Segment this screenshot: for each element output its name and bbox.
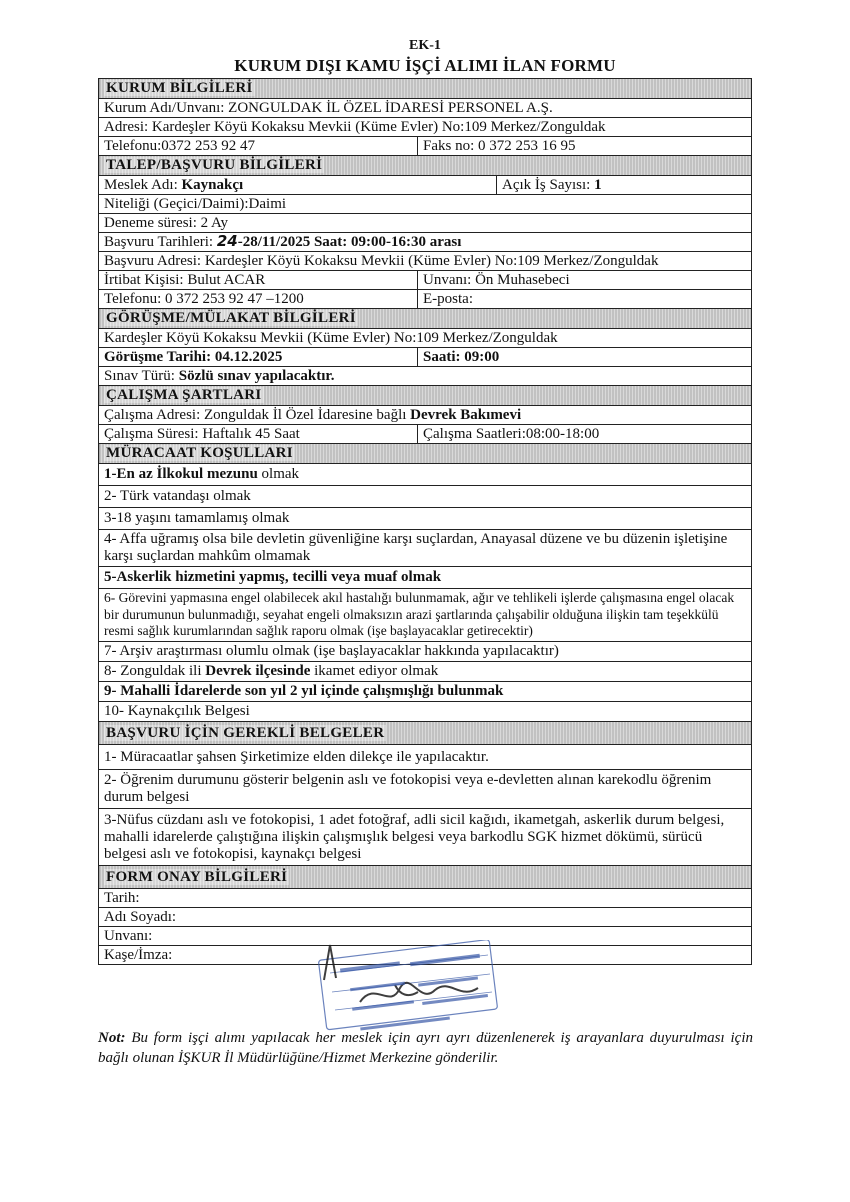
belge-3: 3-Nüfus cüzdanı aslı ve fotokopisi, 1 adet fotoğraf, adli sicil kağıdı, ikametgah, askerlik durum belgesi, mahalli idarelerde çalıştığına ilişkin çalışmışlık belgesi veya barkodlu SGK hizmet dökümü, sürücü belgesi aslı ve fotokopisi, kaynakçı belgesi bbox=[99, 809, 752, 866]
announcement-form-table bbox=[98, 78, 752, 965]
kurum-fax: Faks no: 0 372 253 16 95 bbox=[418, 137, 752, 156]
onay-tarih: Tarih: bbox=[99, 889, 752, 908]
acik-is-field: Açık İş Sayısı: 1 bbox=[497, 176, 752, 195]
section-muracaat bbox=[99, 444, 752, 464]
kurum-address: Adresi: Kardeşler Köyü Kokaksu Mevkii (Küme Evler) No:109 Merkez/Zonguldak bbox=[99, 118, 752, 137]
onay-unvan: Unvanı: bbox=[99, 927, 752, 946]
kosul-2: 2- Türk vatandaşı olmak bbox=[99, 486, 752, 508]
unvan-field: Unvanı: Ön Muhasebeci bbox=[418, 271, 752, 290]
basvuru-tarih-value: -28/11/2025 Saat: 09:00-16:30 arası bbox=[237, 234, 462, 250]
handwritten-day: 24 bbox=[216, 232, 238, 250]
kosul-3: 3-18 yaşını tamamlamış olmak bbox=[99, 508, 752, 530]
kurum-phone: Telefonu:0372 253 92 47 bbox=[99, 137, 418, 156]
meslek-field: Meslek Adı: Kaynakçı bbox=[99, 176, 497, 195]
gorusme-tarih: Görüşme Tarihi: 04.12.2025 bbox=[99, 348, 418, 367]
section-title: FORM ONAY BİLGİLERİ bbox=[106, 868, 288, 885]
section-kurum bbox=[99, 79, 752, 99]
section-belgeler bbox=[99, 722, 752, 745]
acik-is-value: 1 bbox=[594, 176, 602, 193]
basvuru-adres-field: Başvuru Adresi: Kardeşler Köyü Kokaksu Mevkii (Küme Evler) No:109 Merkez/Zonguldak bbox=[99, 252, 752, 271]
annex-label: EK-1 bbox=[409, 38, 441, 53]
note-label: Not: bbox=[98, 1030, 126, 1046]
gorusme-adres: Kardeşler Köyü Kokaksu Mevkii (Küme Evler) No:109 Merkez/Zonguldak bbox=[99, 329, 752, 348]
note-text: Bu form işçi alımı yapılacak her meslek için ayrı ayrı düzenlenerek iş arayanlara duyurulması için bağlı olunan İŞKUR İl Müdürlüğüne/Hizmet Merkezine gönderilir. bbox=[98, 1030, 753, 1066]
section-talep bbox=[99, 156, 752, 176]
gorusme-saat: Saati: 09:00 bbox=[418, 348, 752, 367]
belge-2: 2- Öğrenim durumunu gösterir belgenin aslı ve fotokopisi veya e-devletten alınan karekodlu öğrenim durum belgesi bbox=[99, 770, 752, 809]
nitelik-field: Niteliği (Geçici/Daimi):Daimi bbox=[99, 195, 752, 214]
kosul-7: 7- Arşiv araştırması olumlu olmak (işe başlayacaklar hakkında yapılacaktır) bbox=[99, 642, 752, 662]
section-onay bbox=[99, 866, 752, 889]
section-title: GÖRÜŞME/MÜLAKAT BİLGİLERİ bbox=[106, 310, 356, 326]
basvuru-tarih-field: Başvuru Tarihleri: 24-28/11/2025 Saat: 09:00-16:30 arası bbox=[99, 233, 752, 252]
section-title: MÜRACAAT KOŞULLARI bbox=[106, 445, 293, 461]
kosul-6: 6- Görevini yapmasına engel olabilecek akıl hastalığı bulunmamak, ağır ve tehlikeli işlerde çalışmasına engel olacak bir durumunun bulunmadığı, seyahat engeli olmaksızın arazi şartlarında çalışabilir olduğuna ilişkin tam teşekkülü resmi sağlık kurumlarından sağlık raporu olmak (işe başlayacaklar getirecektir) bbox=[99, 589, 752, 642]
form-title: KURUM DIŞI KAMU İŞÇİ ALIMI İLAN FORMU bbox=[234, 56, 616, 75]
onay-ad-soyad: Adı Soyadı: bbox=[99, 908, 752, 927]
calisma-saatleri: Çalışma Saatleri:08:00-18:00 bbox=[418, 425, 752, 444]
sinav-turu-value: Sözlü sınav yapılacaktır. bbox=[178, 367, 335, 384]
kosul-9: 9- Mahalli İdarelerde son yıl 2 yıl içinde çalışmışlığı bulunmak bbox=[99, 682, 752, 702]
kosul-1: 1-En az İlkokul mezunu olmak bbox=[99, 464, 752, 486]
deneme-field: Deneme süresi: 2 Ay bbox=[99, 214, 752, 233]
belge-1: 1- Müracaatlar şahsen Şirketimize elden dilekçe ile yapılacaktır. bbox=[99, 745, 752, 770]
calisma-sure: Çalışma Süresi: Haftalık 45 Saat bbox=[99, 425, 418, 444]
kosul-8: 8- Zonguldak ili Devrek ilçesinde ikamet ediyor olmak bbox=[99, 662, 752, 682]
calisma-adres: Çalışma Adresi: Zonguldak İl Özel İdaresine bağlı Devrek Bakımevi bbox=[99, 406, 752, 425]
kosul-10: 10- Kaynakçılık Belgesi bbox=[99, 702, 752, 722]
section-calisma bbox=[99, 386, 752, 406]
meslek-value: Kaynakçı bbox=[181, 176, 244, 193]
sinav-turu: Sınav Türü: Sözlü sınav yapılacaktır. bbox=[99, 367, 752, 386]
section-title: BAŞVURU İÇİN GEREKLİ BELGELER bbox=[106, 724, 385, 741]
onay-kase-imza: Kaşe/İmza: bbox=[99, 946, 752, 965]
telefon-field: Telefonu: 0 372 253 92 47 –1200 bbox=[99, 290, 418, 309]
eposta-field: E-posta: bbox=[418, 290, 752, 309]
calisma-adres-value: Devrek Bakımevi bbox=[410, 406, 522, 423]
form-note bbox=[98, 1028, 753, 1068]
section-title: ÇALIŞMA ŞARTLARI bbox=[106, 387, 262, 403]
kurum-name: Kurum Adı/Unvanı: ZONGULDAK İL ÖZEL İDARESİ PERSONEL A.Ş. bbox=[99, 99, 752, 118]
kosul-4: 4- Affa uğramış olsa bile devletin güvenliğine karşı suçlardan, Anayasal düzene ve bu düzenin işletişine karşı suçlardan mahkûm olmamak bbox=[99, 530, 752, 567]
section-title: TALEP/BAŞVURU BİLGİLERİ bbox=[106, 157, 323, 173]
section-gorusme bbox=[99, 309, 752, 329]
kosul-5: 5-Askerlik hizmetini yapmış, tecilli veya muaf olmak bbox=[99, 567, 752, 589]
section-title: KURUM BİLGİLERİ bbox=[106, 80, 253, 96]
irtibat-field: İrtibat Kişisi: Bulut ACAR bbox=[99, 271, 418, 290]
